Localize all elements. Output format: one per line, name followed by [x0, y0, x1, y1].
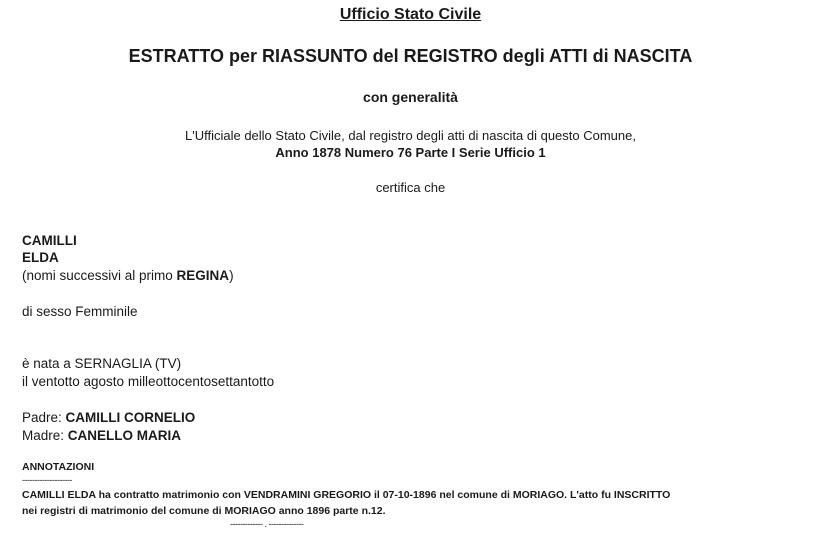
annotation-text-line-1: CAMILLI ELDA ha contratto matrimonio con VENDRAMINI GREGORIO il 07-10-1896 nel comune di MORIAGO. L'atto fu INSCRITTO	[22, 489, 671, 501]
father-line	[22, 410, 195, 425]
end-separator: ------------- . --------------	[230, 519, 304, 529]
successive-suffix: )	[229, 268, 234, 283]
annotation-text-line-2: nei registri di matrimonio del comune di MORIAGO anno 1896 parte n.12.	[22, 505, 386, 517]
registry-reference: Anno 1878 Numero 76 Parte I Serie Ufficio 1	[275, 145, 546, 160]
mother-label: Madre:	[22, 428, 68, 443]
annotations-heading: ANNOTAZIONI	[22, 461, 95, 473]
certifies-text: certifica che	[375, 180, 446, 195]
father-name: CAMILLI CORNELIO	[65, 410, 196, 425]
person-sex: di sesso Femminile	[22, 304, 138, 319]
intro-text: L'Ufficiale dello Stato Civile, dal registro degli atti di nascita di questo Comune,	[185, 128, 636, 143]
mother-name: CANELLO MARIA	[67, 428, 182, 443]
birth-place: è nata a SERNAGLIA (TV)	[22, 356, 182, 371]
birth-date: il ventotto agosto milleottocentosettantotto	[22, 374, 275, 389]
successive-name: REGINA	[176, 268, 230, 283]
successive-names	[22, 268, 234, 283]
document-subtitle: con generalità	[363, 89, 458, 105]
annotations-divider: --------------------	[22, 475, 72, 485]
person-surname: CAMILLI	[22, 233, 77, 248]
document-title: ESTRATTO per RIASSUNTO del REGISTRO degli ATTI di NASCITA	[128, 46, 693, 66]
mother-line	[22, 428, 181, 443]
father-label: Padre:	[22, 410, 66, 425]
person-first-name: ELDA	[22, 250, 59, 265]
successive-prefix: (nomi successivi al primo	[22, 268, 177, 283]
office-heading: Ufficio Stato Civile	[339, 6, 482, 23]
